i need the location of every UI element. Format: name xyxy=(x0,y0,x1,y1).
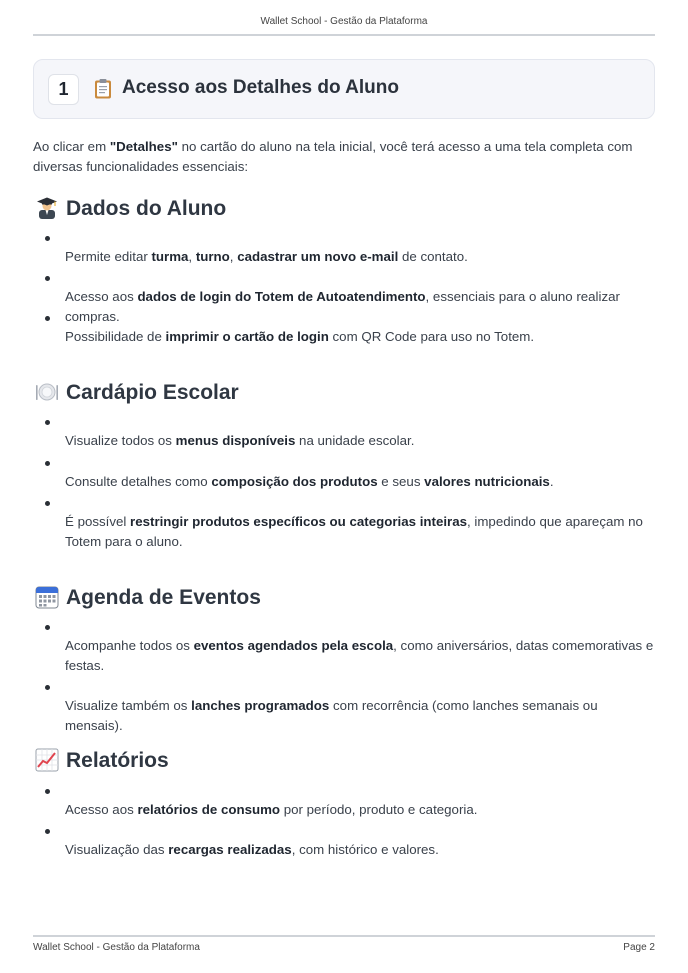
section-title: Relatórios xyxy=(66,749,169,772)
page-footer xyxy=(33,935,655,957)
header-title: Wallet School - Gestão da Plataforma xyxy=(260,16,428,27)
step-title: Acesso aos Detalhes do Aluno xyxy=(122,77,399,98)
bullet-dot xyxy=(45,276,50,281)
clipboard-icon xyxy=(94,78,112,99)
bullet-dot xyxy=(45,829,50,834)
bullet-dot xyxy=(45,236,50,241)
bullet-dot xyxy=(45,501,50,506)
plate-icon xyxy=(35,380,59,404)
intro-paragraph: Ao clicar em "Detalhes" no cartão do aluno na tela inicial, você terá acesso a uma tela completa com diversas funcionalidades essenciais: xyxy=(33,139,633,174)
bullet-dot xyxy=(45,316,50,321)
bullet-dot xyxy=(45,625,50,630)
chart-increasing-icon xyxy=(35,748,59,772)
bullet-dot xyxy=(45,685,50,690)
step-number-badge: 1 xyxy=(48,74,79,105)
bullet-dot xyxy=(45,461,50,466)
bullet-dot xyxy=(45,789,50,794)
page-header xyxy=(33,10,655,36)
footer-title: Wallet School - Gestão da Plataforma xyxy=(33,942,200,953)
step-header-card xyxy=(33,59,655,119)
section-title: Cardápio Escolar xyxy=(66,381,239,404)
student-icon xyxy=(35,196,59,220)
section-title: Dados do Aluno xyxy=(66,197,227,220)
calendar-icon xyxy=(35,585,59,609)
section-title: Agenda de Eventos xyxy=(66,586,261,609)
page-number: Page 2 xyxy=(623,942,655,953)
bullet-dot xyxy=(45,420,50,425)
